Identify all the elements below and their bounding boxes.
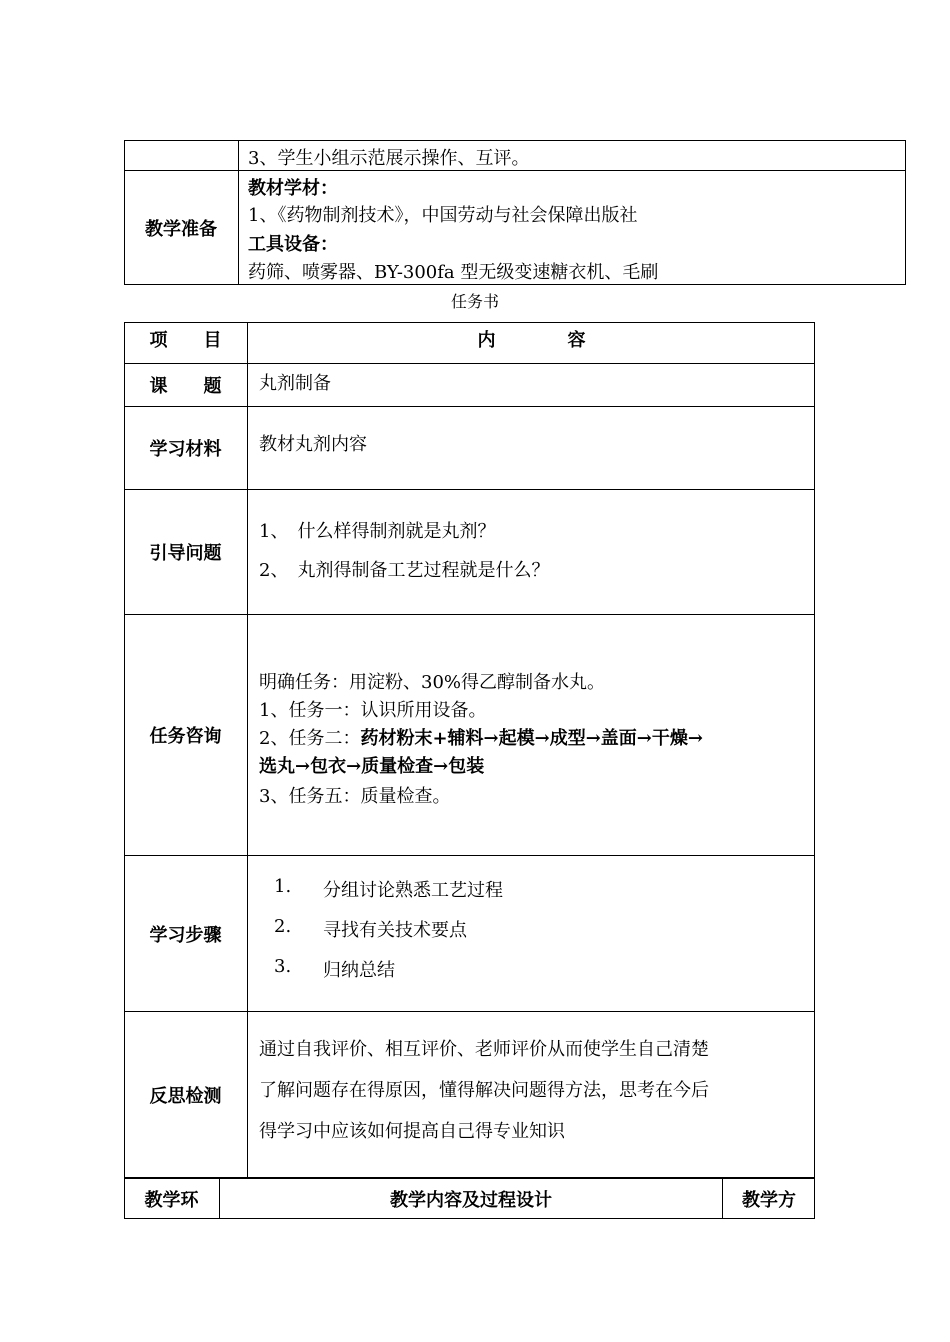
header-content: 内 容 bbox=[477, 330, 586, 351]
steps-label: 学习步骤 bbox=[149, 924, 222, 946]
guide-label: 引导问题 bbox=[149, 543, 222, 564]
guide-question-2: 2、 丸剂得制备工艺过程就是什么？ bbox=[259, 560, 550, 581]
process-flow-part-1: 药材粉末+辅料→起模→成型→盖面→干燥→ bbox=[360, 728, 703, 749]
step-text: 归纳总结 bbox=[323, 960, 395, 981]
topic-text: 丸剂制备 bbox=[259, 373, 331, 394]
reflect-line-3: 得学习中应该如何提高自己得专业知识 bbox=[259, 1121, 565, 1142]
consult-line-2: 1、任务一：认识所用设备。 bbox=[259, 700, 487, 721]
top-table-divider-h bbox=[124, 170, 906, 171]
bottom-col-1: 教学环 bbox=[144, 1189, 199, 1211]
bottom-col-2: 教学内容及过程设计 bbox=[390, 1189, 552, 1211]
consult-line-5: 3、任务五：质量检查。 bbox=[259, 786, 451, 807]
tools-heading: 工具设备： bbox=[248, 234, 338, 255]
step-number: 1. bbox=[274, 876, 292, 897]
reflect-label: 反思检测 bbox=[149, 1086, 222, 1107]
topic-label: 课 题 bbox=[149, 376, 222, 397]
reflect-line-2: 了解问题存在得原因，懂得解决问题得方法，思考在今后 bbox=[259, 1080, 709, 1101]
consult-line-1: 明确任务：用淀粉、30%得乙醇制备水丸。 bbox=[259, 672, 606, 693]
step-text: 寻找有关技术要点 bbox=[323, 920, 467, 941]
materials-heading: 教材学材： bbox=[248, 178, 338, 199]
step-text: 分组讨论熟悉工艺过程 bbox=[323, 880, 503, 901]
bottom-col-3: 教学方 bbox=[742, 1189, 796, 1211]
top-table-divider-v bbox=[238, 140, 239, 285]
step-number: 3. bbox=[274, 956, 292, 977]
consult-line-3-prefix: 2、任务二： bbox=[259, 728, 361, 749]
consult-line-3 bbox=[259, 724, 703, 750]
reflect-line-1: 通过自我评价、相互评价、老师评价从而使学生自己清楚 bbox=[259, 1039, 709, 1060]
process-flow-part-2: 选丸→包衣→质量检查→包装 bbox=[259, 756, 485, 777]
guide-question-1: 1、 什么样得制剂就是丸剂？ bbox=[259, 521, 496, 542]
consult-label: 任务咨询 bbox=[149, 726, 222, 747]
tools-line: 药筛、喷雾器、BY-300fa 型无级变速糖衣机、毛刷 bbox=[248, 262, 659, 283]
step-number: 2. bbox=[274, 916, 292, 937]
teaching-prep-label: 教学准备 bbox=[145, 219, 217, 240]
materials-label: 学习材料 bbox=[149, 439, 222, 460]
materials-line: 1、《药物制剂技术》，中国劳动与社会保障出版社 bbox=[248, 205, 638, 226]
materials-text: 教材丸剂内容 bbox=[259, 434, 367, 455]
header-item: 项 目 bbox=[149, 330, 222, 351]
task-table-divider-v bbox=[247, 322, 248, 1178]
top-row1-text: 3、学生小组示范展示操作、互评。 bbox=[248, 148, 530, 169]
task-book-title: 任务书 bbox=[450, 292, 499, 311]
